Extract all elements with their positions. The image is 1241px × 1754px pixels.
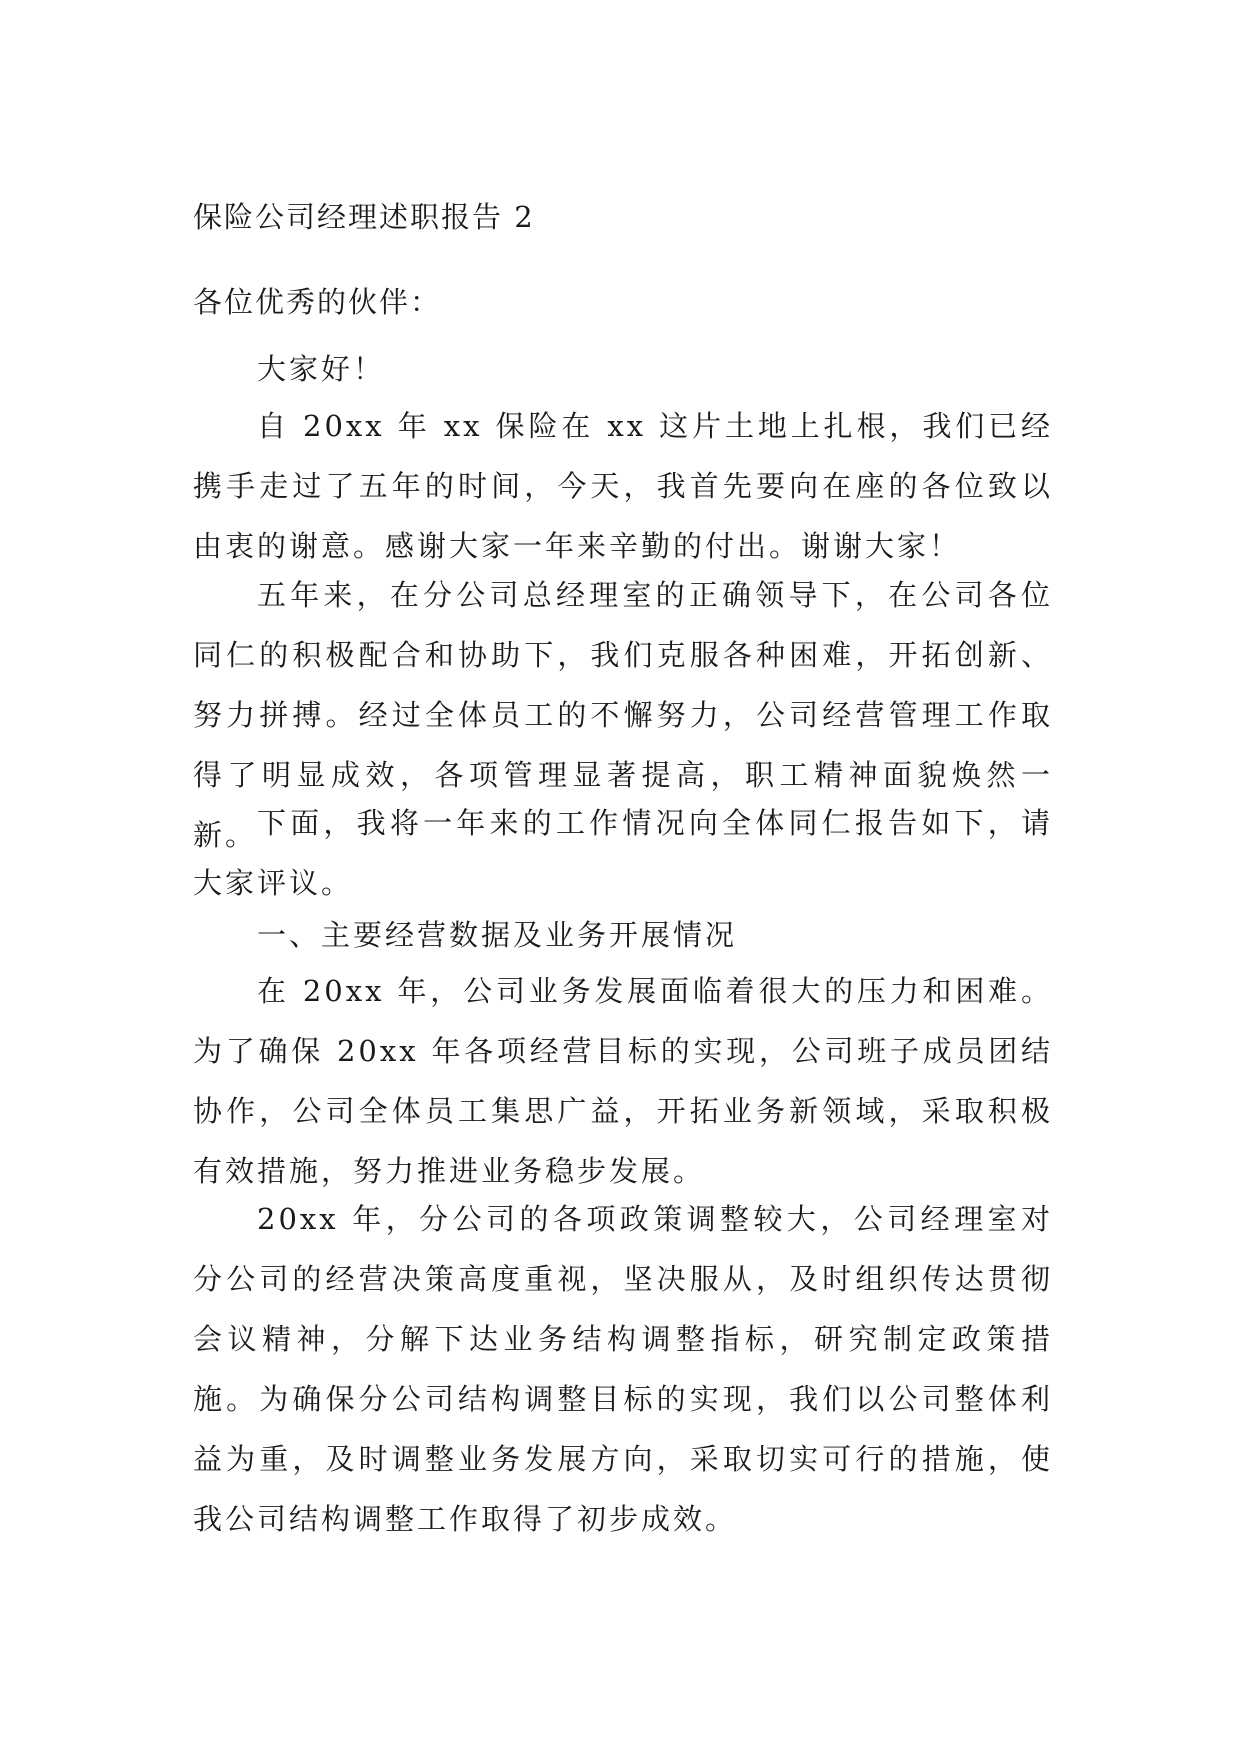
paragraph-hello: 大家好！ — [257, 352, 386, 386]
paragraph-report-intro: 下面，我将一年来的工作情况向全体同仁报告如下，请大家评议。 — [193, 806, 1053, 900]
paragraph-achievements: 五年来，在分公司总经理室的正确领导下，在公司各位同仁的积极配合和协助下，我们克服各种困难，开拓创新、努力拼搏。经过全体员工的不懈努力，公司经营管理工作取得了明显成效，各项管理显著提高，职工精神面貌焕然一新。 — [193, 578, 1053, 852]
document-title: 保险公司经理述职报告 2 — [193, 200, 535, 234]
paragraph-intro: 自 20xx 年 xx 保险在 xx 这片土地上扎根，我们已经携手走过了五年的时间，今天，我首先要向在座的各位致以由衷的谢意。感谢大家一年来辛勤的付出。谢谢大家！ — [193, 409, 1053, 563]
greeting: 各位优秀的伙伴： — [193, 285, 442, 319]
section-heading-1: 一、主要经营数据及业务开展情况 — [257, 918, 738, 952]
paragraph-business: 在 20xx 年，公司业务发展面临着很大的压力和困难。为了确保 20xx 年各项经营目标的实现，公司班子成员团结协作，公司全体员工集思广益，开拓业务新领域，采取积极有效措施，努力推进业务稳步发展。 — [193, 974, 1053, 1188]
paragraph-policy: 20xx 年，分公司的各项政策调整较大，公司经理室对分公司的经营决策高度重视，坚决服从，及时组织传达贯彻会议精神，分解下达业务结构调整指标，研究制定政策措施。为确保分公司结构调整目标的实现，我们以公司整体利益为重，及时调整业务发展方向，采取切实可行的措施，使我公司结构调整工作取得了初步成效。 — [193, 1202, 1053, 1536]
